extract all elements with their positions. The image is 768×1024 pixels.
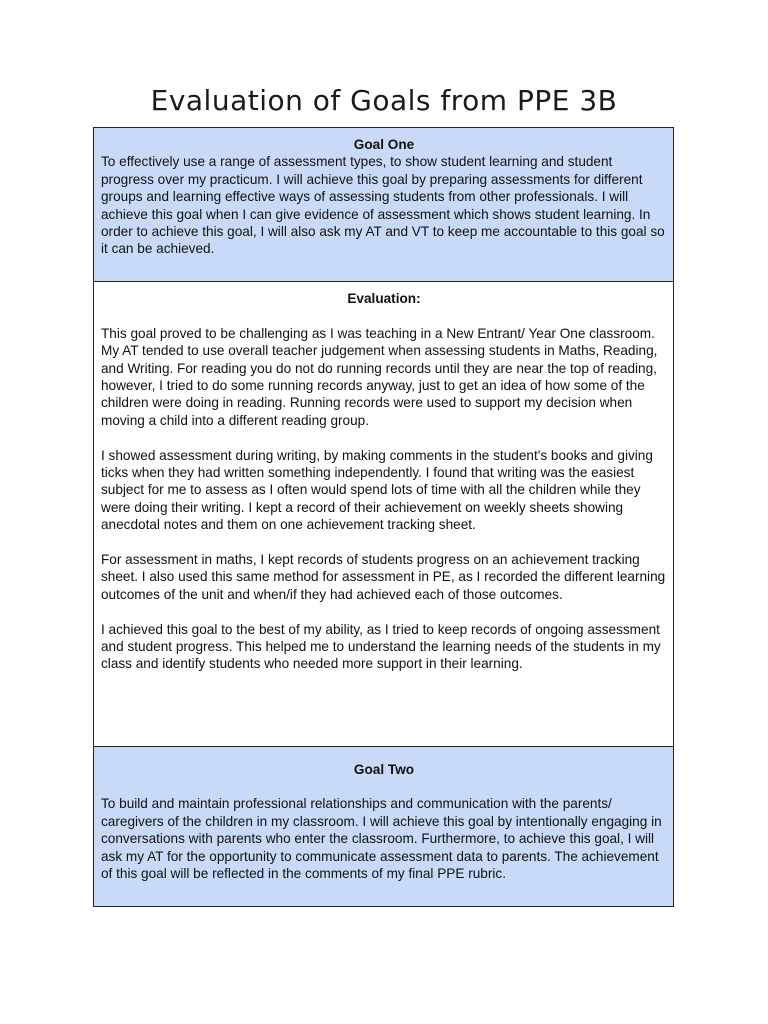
goal-two-cell (94, 746, 673, 906)
goal-one-heading: Goal One (353, 137, 415, 152)
evaluation-paragraph: I showed assessment during writing, by making comments in the student's books and giving ticks when they had written something independently. I found that writing was the easiest subject for me to assess as I often would spend lots of time with all the children while they were doing their writing. I kept a record of their achievement on weekly sheets showing anecdotal notes and them on one achievement tracking sheet. (101, 447, 653, 533)
evaluation-cell (94, 281, 673, 746)
page-title: Evaluation of Goals from PPE 3B (150, 84, 618, 117)
goal-one-cell (94, 128, 673, 281)
evaluation-paragraph: This goal proved to be challenging as I was teaching in a New Entrant/ Year One classroom. My AT tended to use overall teacher judgement when assessing students in Maths, Reading, and Writing. For reading you do not do running records until they are near the top of reading, however, I tried to do some running records anyway, just to get an idea of how some of the children were doing in reading. Running records were used to support my decision when moving a child into a different reading group. (101, 325, 658, 428)
goal-two-heading: Goal Two (353, 762, 415, 777)
goal-one-text: To effectively use a range of assessment types, to show student learning and student progress over my practicum. I will achieve this goal by preparing assessments for different groups and learning effective ways of assessing students from other professionals. I will achieve this goal when I can give evidence of assessment which shows student learning. In order to achieve this goal, I will also ask my AT and VT to keep me accountable to this goal so it can be achieved. (101, 154, 665, 257)
evaluation-paragraph: I achieved this goal to the best of my ability, as I tried to keep records of ongoing assessment and student progress. This helped me to understand the learning needs of the students in my class and identify students who needed more support in their learning. (101, 621, 661, 672)
evaluation-heading: Evaluation: (347, 291, 421, 306)
goal-two-text: To build and maintain professional relationships and communication with the parents/ caregivers of the children in my classroom. I will achieve this goal by intentionally engaging in conversations with parents who enter the classroom. Furthermore, to achieve this goal, I will ask my AT for the opportunity to communicate assessment data to parents. The achievement of this goal will be reflected in the comments of my final PPE rubric. (101, 796, 662, 882)
goals-table (93, 127, 674, 907)
evaluation-paragraph: For assessment in maths, I kept records of students progress on an achievement tracking sheet. I also used this same method for assessment in PE, as I recorded the different learning outcomes of the unit and when/if they had achieved each of those outcomes. (101, 552, 666, 602)
